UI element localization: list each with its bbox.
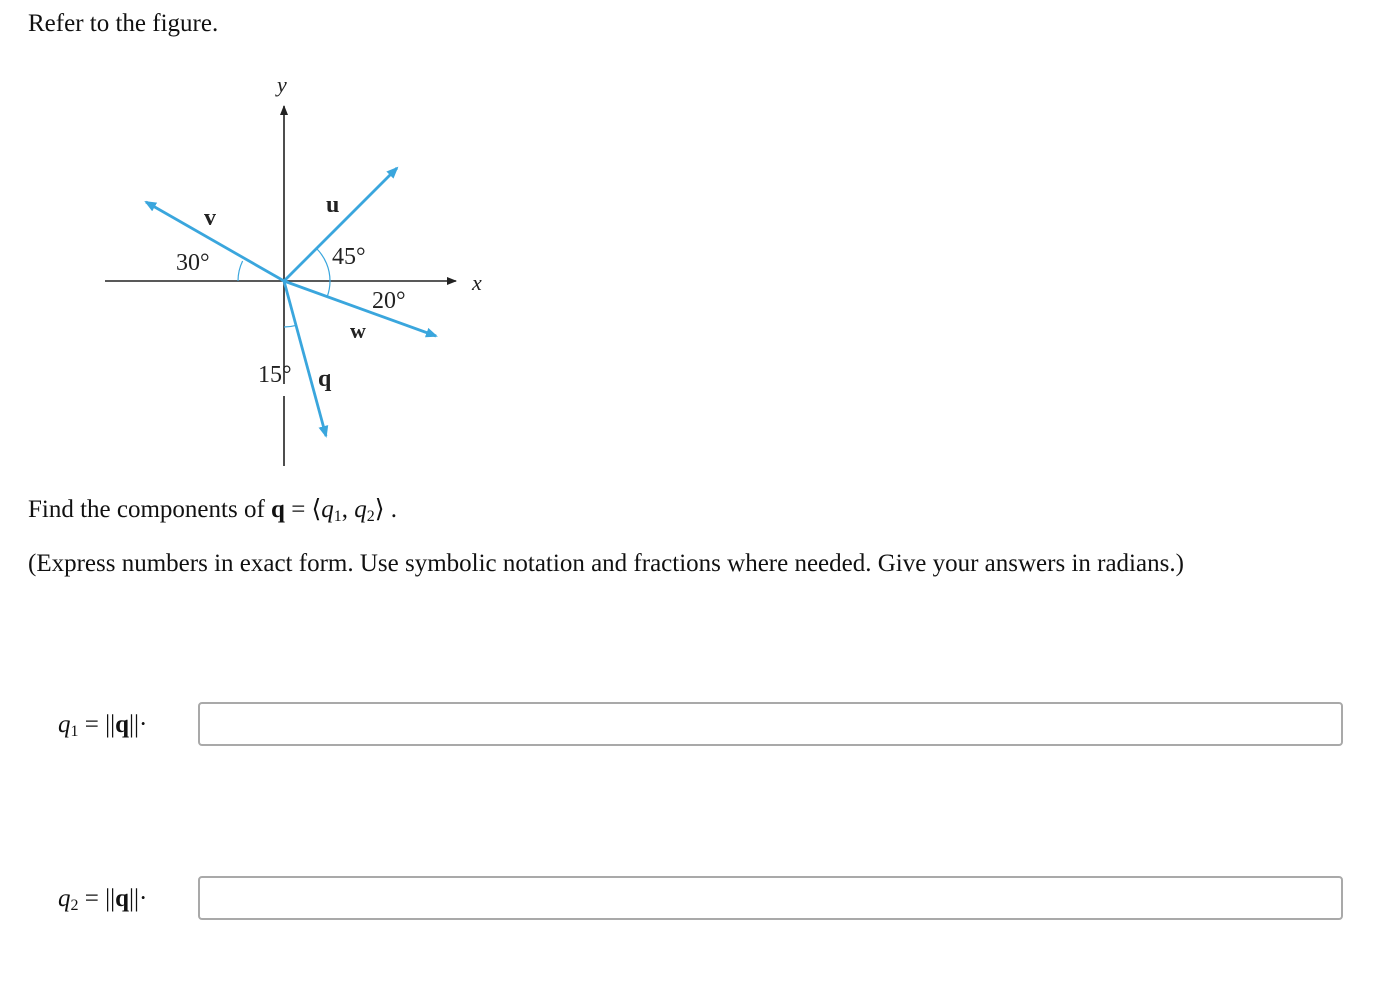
question-component-2-sub: 2	[366, 508, 375, 525]
x-axis-label: x	[472, 270, 482, 295]
vector-q-arrow	[284, 281, 326, 436]
prompt-text: Refer to the figure.	[28, 10, 219, 37]
answer-q2-norm-open: ||	[105, 885, 116, 912]
answer-q1-sub: 1	[70, 723, 79, 740]
question-vector: q	[271, 496, 285, 523]
answer-q2-norm-vector: q	[115, 885, 130, 912]
answer-q2-sub: 2	[70, 897, 79, 914]
answer-row-q1	[0, 702, 1386, 748]
question-component-2: q	[354, 496, 367, 523]
question-component-1-sub: 1	[333, 508, 342, 525]
question-suffix: ⟩ .	[374, 496, 398, 523]
angle-label-v: 30°	[176, 250, 210, 276]
vector-figure	[90, 62, 510, 482]
angle-arc-v	[238, 261, 243, 281]
question-component-1: q	[321, 496, 334, 523]
answer-input-q2[interactable]	[198, 876, 1343, 920]
angle-arc-q	[284, 325, 296, 327]
angle-label-u: 45°	[332, 244, 366, 270]
vector-q-label: q	[318, 366, 332, 392]
vector-v-label: v	[204, 205, 216, 231]
instruction-text: (Express numbers in exact form. Use symbolic notation and fractions where needed. Give your answers in radians.)	[28, 550, 1184, 577]
question-prefix: Find the components of	[28, 496, 272, 523]
answer-label-q2	[58, 884, 147, 921]
angle-label-w: 20°	[372, 288, 406, 314]
question-equals: = ⟨	[284, 496, 322, 523]
vector-w-label: w	[350, 318, 366, 343]
answer-q1-norm-open: ||	[105, 711, 116, 738]
angle-arc-w	[327, 281, 330, 297]
angle-arc-u	[317, 249, 331, 282]
question-text	[28, 494, 397, 533]
answer-q2-norm-close: ||·	[129, 885, 148, 912]
answer-q1-base: q	[58, 711, 71, 738]
answer-row-q2	[0, 876, 1386, 922]
answer-label-q1	[58, 710, 147, 747]
vector-u-label: u	[326, 192, 340, 218]
answer-q2-base: q	[58, 885, 71, 912]
answer-q1-norm-close: ||·	[129, 711, 148, 738]
answer-q2-equals: =	[78, 885, 106, 912]
angle-label-q: 15°	[258, 362, 292, 388]
question-separator: ,	[341, 496, 355, 523]
answer-q1-norm-vector: q	[115, 711, 130, 738]
answer-input-q1[interactable]	[198, 702, 1343, 746]
y-axis-label: y	[277, 72, 287, 97]
answer-q1-equals: =	[78, 711, 106, 738]
